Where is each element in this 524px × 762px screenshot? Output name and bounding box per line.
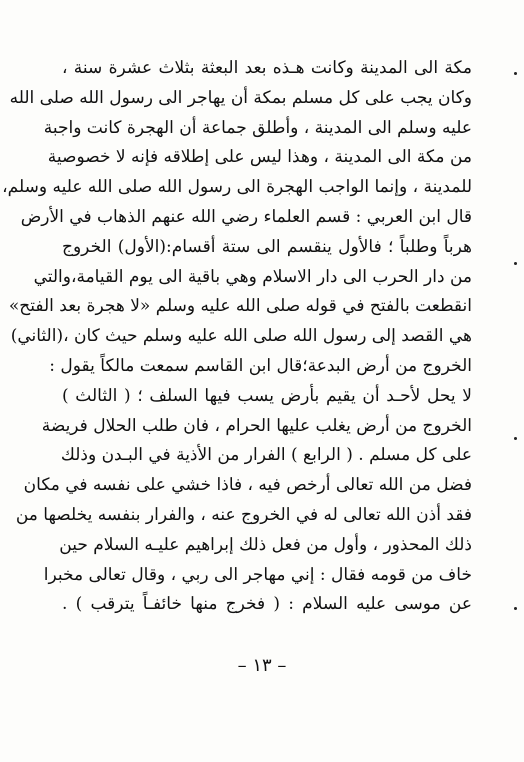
text-line: الخروج من أرض يغلب عليها الحرام ، فان طلب الحلال فريضة (41, 415, 472, 436)
text-line: عليه وسلم الى المدينة ، وأطلق جماعة أن الهجرة كانت واجبة (43, 117, 472, 138)
text-line: لا يحل لأحـد أن يقيم بأرض يسب فيها السلف ؛ ( الثالث ) (62, 385, 472, 406)
text-line: قال ابن العربي : قسم العلماء رضي الله عنهم الذهاب في الأرض (20, 206, 472, 227)
margin-mark (514, 262, 517, 265)
margin-mark (514, 437, 517, 440)
text-line: فضل من الله تعالى أرخص فيه ، فاذا خشي على نفسه في مكان (23, 475, 472, 496)
text-line: هي القصد إلى رسول الله صلى الله عليه وسلم حيث كان ،(الثاني) (10, 326, 472, 347)
text-line: فقد أذن الله تعالى له في الخروج عنه ، والفرار بنفسه يخلصها من (15, 504, 472, 525)
body-text (2, 54, 472, 620)
text-line: وكان يجب على كل مسلم بمكة أن يهاجر الى رسول الله صلى الله (9, 87, 472, 108)
text-line: للمدينة ، وإنما الواجب الهجرة الى رسول الله صلى الله عليه وسلم، (2, 177, 472, 198)
text-line: الخروج من أرض البدعة؛قال ابن القاسم سمعت مالكاً يقول : (49, 355, 472, 376)
text-line: من دار الحرب الى دار الاسلام وهي باقية الى يوم القيامة،والتي (33, 266, 472, 287)
text-line: من مكة الى المدينة ، وهذا ليس على إطلاقه فإنه لا خصوصية (47, 147, 472, 168)
page-number: – ١٣ – (237, 655, 287, 676)
text-line: ذلك المحذور ، وأول من فعل ذلك إبراهيم عليـه السلام حين (59, 534, 472, 555)
text-line: على كل مسلم . ( الرابع ) الفرار من الأذية في البـدن وذلك (60, 445, 472, 466)
margin-mark (514, 607, 517, 610)
text-line: مكة الى المدينة وكانت هـذه بعد البعثة بثلاث عشرة سنة ، (62, 58, 472, 78)
text-line: خاف من قومه فقال : إني مهاجر الى ربي ، وقال تعالى مخبرا (43, 564, 472, 585)
text-line: هرباً وطلباً ؛ فالأول ينقسم الى ستة أقسام:(الأول) الخروج (62, 236, 472, 257)
text-line: انقطعت بالفتح في قوله صلى الله عليه وسلم «لا هجرة بعد الفتح» (8, 296, 472, 317)
margin-mark (514, 72, 517, 75)
text-line: عن موسى عليه السلام : ( فخرج منها خائفـاً يترقب ) . (62, 594, 472, 615)
